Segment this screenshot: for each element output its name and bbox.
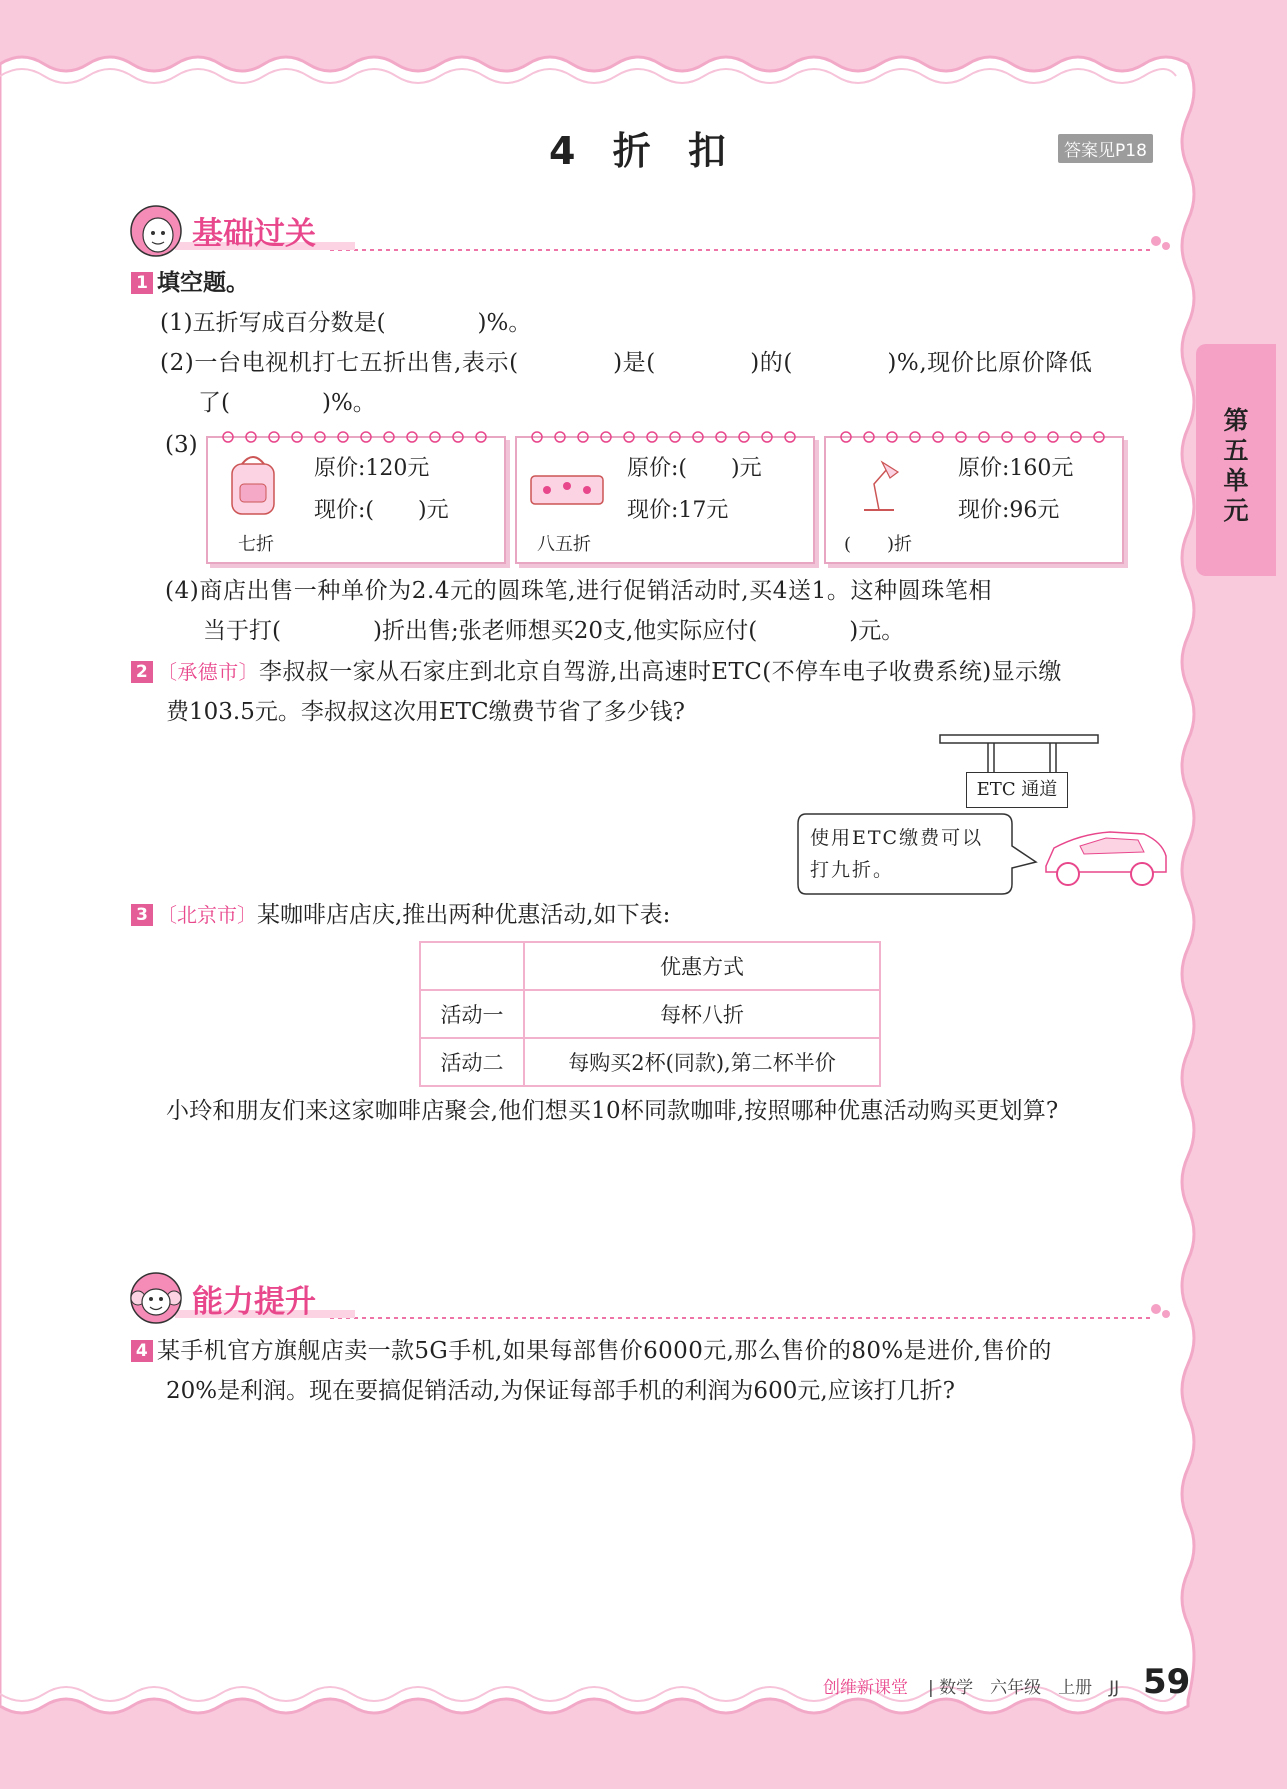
- table-header-cell: [420, 942, 524, 990]
- table-cell: 每杯八折: [524, 990, 880, 1038]
- table-cell: 每购买2杯(同款),第二杯半价: [524, 1038, 880, 1086]
- q2-line1: [131, 655, 1062, 689]
- card1-current-price: 现价:( )元: [314, 498, 449, 523]
- desk-lamp-icon: [854, 454, 904, 514]
- card3-discount: ( )折: [844, 534, 913, 555]
- q3-intro-text: 某咖啡店店庆,推出两种优惠活动,如下表:: [257, 902, 671, 928]
- card2-original-price: 原价:( )元: [627, 456, 762, 481]
- table-row: [420, 990, 880, 1038]
- footer-book-info: | 数学 六年级 上册 JJ: [928, 1678, 1120, 1698]
- notebook-rings-icon: [206, 428, 1122, 446]
- card1-original-price: 原价:120元: [314, 456, 430, 481]
- bubble-line2: 打九折。: [810, 859, 895, 881]
- q3-question: 小玲和朋友们来这家咖啡店聚会,他们想买10杯同款咖啡,按照哪种优惠活动购买更划算?: [166, 1098, 1059, 1124]
- q1-part3-label: (3): [165, 432, 198, 458]
- unit-side-tab-label: 第五单元: [1223, 406, 1249, 525]
- table-header-row: [420, 942, 880, 990]
- q1-title: [131, 266, 249, 300]
- table-row: [420, 1038, 880, 1086]
- q1-part2-line2: 了( )%。: [198, 390, 376, 416]
- q1-part4-line2: 当于打( )折出售;张老师想买20支,他实际应付( )元。: [203, 618, 905, 644]
- card3-original-price: 原价:160元: [958, 456, 1074, 481]
- table-cell: 活动二: [420, 1038, 524, 1086]
- price-card-2: [515, 436, 815, 564]
- q1-part4-line1: (4)商店出售一种单价为2.4元的圆珠笔,进行促销活动时,买4送1。这种圆珠笔相: [165, 578, 993, 604]
- answer-reference-badge: 答案见P18: [1058, 134, 1153, 163]
- q4-line1-text: 某手机官方旗舰店卖一款5G手机,如果每部售价6000元,那么售价的80%是进价,售价的: [157, 1338, 1052, 1364]
- promotion-table: [419, 941, 881, 1087]
- q1-title-text: 填空题。: [157, 270, 249, 296]
- etc-lane-sign: ETC 通道: [966, 772, 1068, 808]
- card2-discount: 八五折: [537, 534, 591, 555]
- section-heading-basic: 基础过关: [192, 216, 316, 252]
- q3-intro: [131, 898, 670, 932]
- footer-brand: 创维新课堂: [823, 1678, 908, 1698]
- q2-number-badge: 2: [131, 661, 153, 683]
- backpack-icon: [226, 450, 280, 518]
- q1-part2-line1: (2)一台电视机打七五折出售,表示( )是( )的( )%,现价比原价降低: [160, 350, 1093, 376]
- q1-number-badge: 1: [131, 272, 153, 294]
- girl-mascot-icon: [128, 203, 184, 259]
- price-card-1: [206, 436, 506, 564]
- q2-source-tag: 〔承德市〕: [157, 660, 259, 684]
- card2-current-price: 现价:17元: [627, 498, 729, 523]
- monkey-mascot-icon: [128, 1270, 184, 1326]
- q4-number-badge: 4: [131, 1340, 153, 1362]
- page-number: 59: [1143, 1662, 1191, 1702]
- card1-discount: 七折: [238, 534, 274, 555]
- speech-bubble-text: [810, 822, 983, 886]
- q1-part1: (1)五折写成百分数是( )%。: [160, 310, 532, 336]
- q3-source-tag: 〔北京市〕: [157, 903, 257, 927]
- q4-line2: 20%是利润。现在要搞促销活动,为保证每部手机的利润为600元,应该打几折?: [166, 1378, 955, 1404]
- q3-number-badge: 3: [131, 904, 153, 926]
- q2-line2: 费103.5元。李叔叔这次用ETC缴费节省了多少钱?: [166, 699, 685, 725]
- car-icon: [1040, 818, 1172, 890]
- section-heading-advanced: 能力提升: [192, 1284, 316, 1320]
- towel-gift-icon: [529, 468, 605, 508]
- lesson-title: 4 折 扣: [549, 129, 738, 173]
- table-cell: 活动一: [420, 990, 524, 1038]
- q4-line1: [131, 1334, 1052, 1368]
- card3-current-price: 现价:96元: [958, 498, 1060, 523]
- table-header-cell: 优惠方式: [524, 942, 880, 990]
- bubble-line1: 使用ETC缴费可以: [810, 827, 984, 849]
- q2-line1-text: 李叔叔一家从石家庄到北京自驾游,出高速时ETC(不停车电子收费系统)显示缴: [259, 659, 1062, 685]
- price-card-3: [824, 436, 1124, 564]
